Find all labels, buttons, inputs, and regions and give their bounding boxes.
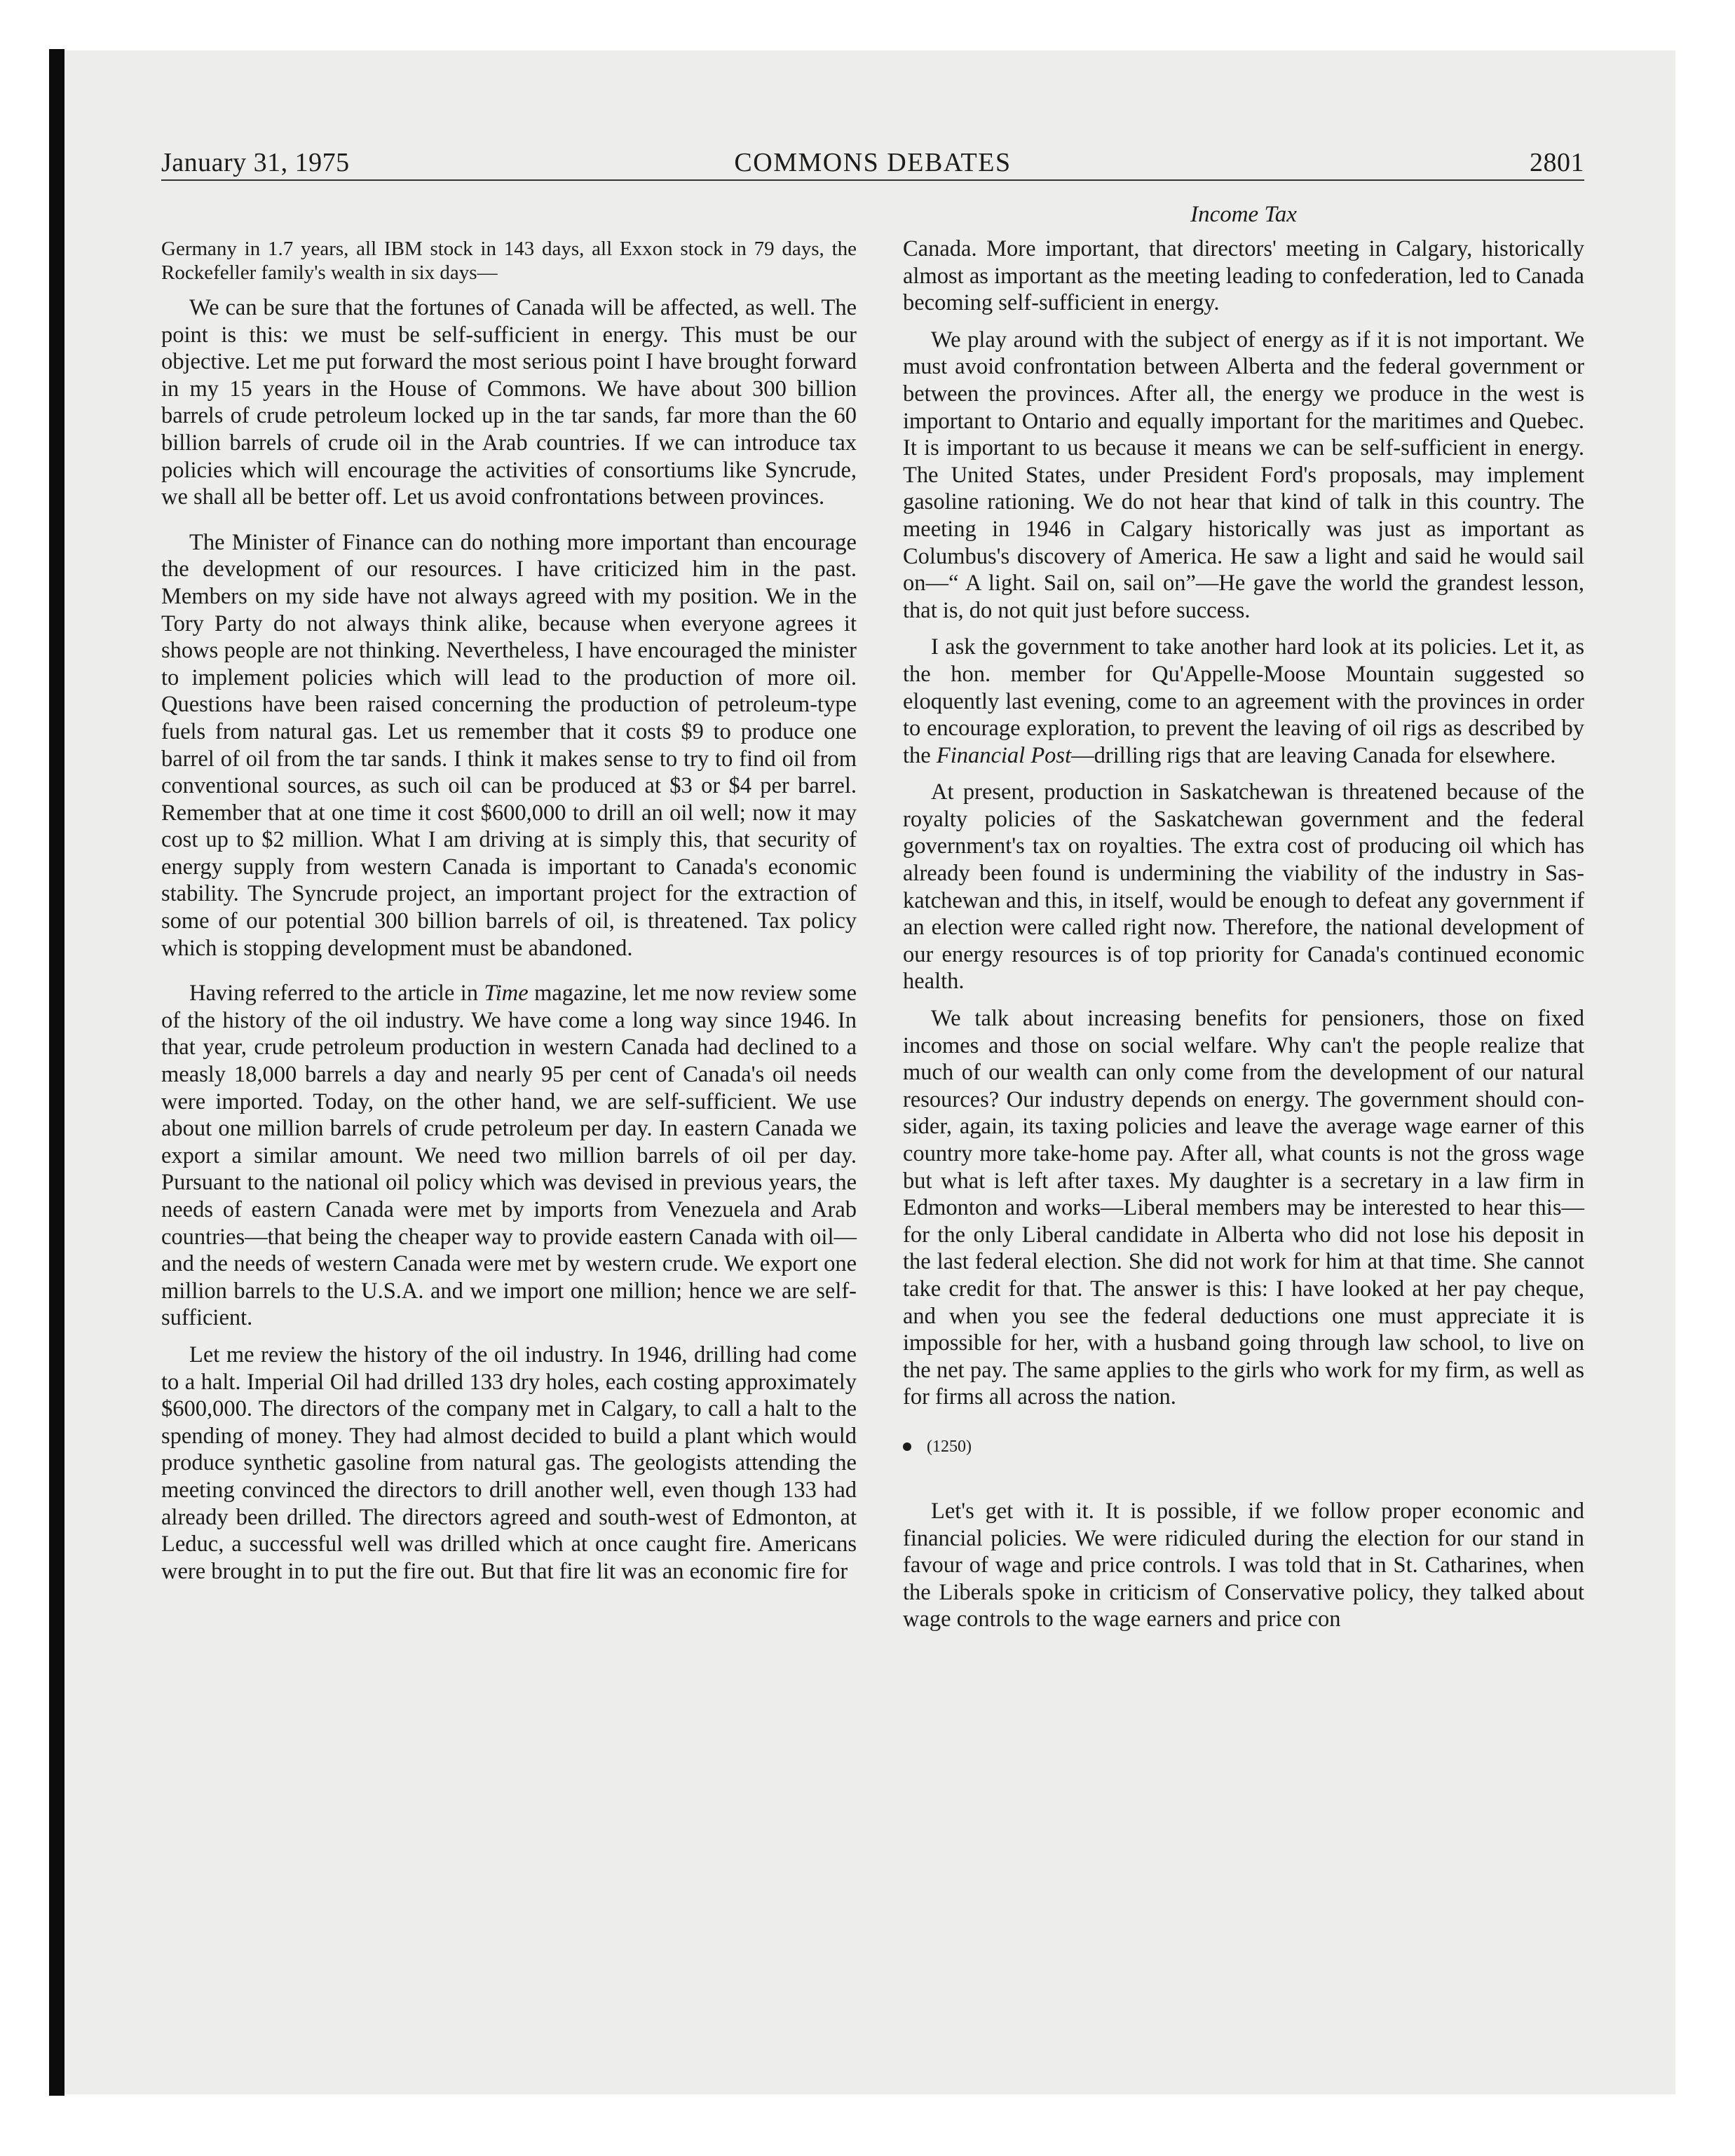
paragraph: Let me review the history of the oil industry. In 1946, drilling had come to a halt. Imperial Oil had drilled 133 dry holes, each costing approximately $600,000. The directors of the company met in Calgary, to call a halt to the spending of money. They had almost decided to build a plant which would produce synthetic gasoline from natural gas. The geologists attending the meeting convinced the directors to drill another well, even though 133 had already been drilled. The directors agreed and south-west of Edmonton, at Leduc, a successful well was drilled which at once caught fire. Americans were brought in to put the fire out. But that fire lit was an economic fire for xyxy=(161,1342,857,1584)
right-column xyxy=(903,236,1584,1633)
time-marker-text: (1250) xyxy=(927,1437,972,1456)
paragraph: Canada. More important, that directors' meeting in Calgary, historically almost as important as the meeting leading to confederation, led to Canada becoming self-sufficient in energy. xyxy=(903,236,1584,316)
header-page-number: 2801 xyxy=(1530,148,1584,177)
paragraph: We can be sure that the fortunes of Canada will be affected, as well. The point is this: we must be self-sufficient in energy. This must be our objective. Let me put forward the most serious point I have brought forward in my 15 years in the House of Commons. We have about 300 billion barrels of crude petroleum locked up in the tar sands, far more than the 60 billion barrels of crude oil in the Arab countries. If we can introduce tax policies which will encourage the activities of consortiums like Syncrude, we shall all be better off. Let us avoid confrontations between provinces. xyxy=(161,295,857,510)
paragraph-text: —drilling rigs that are leaving Canada for elsewhere. xyxy=(1071,742,1556,768)
paragraph xyxy=(161,980,857,1332)
time-marker xyxy=(903,1435,1584,1459)
paragraph: The Minister of Finance can do nothing more important than encourage the development of our resources. I have criticized him in the past. Members on my side have not always agreed with my position. We in the Tory Party do not always think alike, because when everyone agrees it shows people are not thinking. Nevertheless, I have encouraged the minister to implement policies which will lead to the production of more oil. Questions have been raised concerning the production of petroleum-type fuels from natural gas. Let us remember that it costs $9 to produce one barrel of oil from the tar sands. I think it makes sense to try to find oil from conventional sources, as such oil can be produced at $3 or $4 per barrel. Remember that at one time it cost $600,000 to drill an oil well; now it may cost up to $2 million. What I am driving at is simply this, that security of energy supply from western Canada is important to Canada's economic stability. The Syncrude project, an important project for the extraction of some of our potential 300 billion barrels of oil, is threatened. Tax policy which is stopping development must be abandoned. xyxy=(161,529,857,961)
quoted-passage: Germany in 1.7 years, all IBM stock in 143 days, all Exxon stock in 79 days, the Rockefeller family's wealth in six days— xyxy=(161,238,857,284)
bullet-icon xyxy=(903,1442,911,1451)
paragraph: Let's get with it. It is possible, if we follow proper economic and financial policies. We were ridiculed during the election for our stand in favour of wage and price controls. I was told that in St. Catharines, when the Liberals spoke in criticism of Conservative policy, they talked about wage controls to the wage earners and price con xyxy=(903,1498,1584,1632)
right-column-heading: Income Tax xyxy=(1190,202,1297,227)
left-column xyxy=(161,237,857,1585)
publication-title: Financial Post xyxy=(936,742,1072,768)
header-date: January 31, 1975 xyxy=(161,148,350,177)
paragraph: At present, production in Saskatchewan is threatened because of the royalty policies of the Saskatchewan government and the federal government's tax on royalties. The extra cost of producing oil which has already been found is undermining the viability of the industry in Saskatchewan and this, in itself, would be enough to defeat any government if an election were called right now. Therefore, the national development of our energy resources is of top priority for Canada's continued economic health. xyxy=(903,779,1584,995)
paragraph xyxy=(903,634,1584,769)
paragraph: We talk about increasing benefits for pensioners, those on fixed incomes and those on social welfare. Why can't the people realize that much of our wealth can only come from the development of our natural resources? Our industry depends on energy. The government should consider, again, its taxing policies and leave the average wage earner of this country more take-home pay. After all, what counts is not the gross wage but what is left after taxes. My daughter is a secretary in a law firm in Edmonton and works—Liberal members may be interested to hear this—for the only Liberal candidate in Alberta who did not lose his deposit in the last federal election. She did not work for him at that time. She cannot take credit for that. The answer is this: I have looked at her pay cheque, and when you see the federal deductions one must appreciate it is impossible for her, with a husband going through law school, to live on the net pay. The same applies to the girls who work for my firm, as well as for firms all across the nation. xyxy=(903,1006,1584,1410)
header-publication-title: COMMONS DEBATES xyxy=(734,148,1012,177)
paragraph-text: Having referred to the article in xyxy=(189,981,484,1007)
running-head xyxy=(161,146,1584,181)
scan-edge-bar xyxy=(49,49,64,2096)
paragraph-text: I ask the government to take another hard look at its policies. Let it, as the hon. member for Qu'Appelle-Moose Mountain suggested so eloquently last evening, come to an agreement with the provinces in order to encourage exploration, to prevent the leaving of oil rigs as described by the xyxy=(903,634,1584,768)
magazine-title: Time xyxy=(484,981,529,1007)
paragraph-text: magazine, let me now review some of the history of the oil industry. We have come a long way since 1946. In that year, crude petroleum production in western Canada had declined to a measly 18,000 barrels a day and nearly 95 per cent of Canada's oil needs were imported. Today, on the other hand, we are self-sufficient. We use about one million barrels of crude petroleum per day. In eastern Canada we export a similar amount. We need two million barrels of oil per day. Pursuant to the national oil policy which was devised in previous years, the needs of eastern Canada were met by imports from Venezuela and Arab countries—that being the cheaper way to provide eastern Canada with oil—and the needs of western Canada were met by western crude. We export one million barrels to the U.S.A. and we import one million; hence we are self-sufficient. xyxy=(161,981,857,1331)
paragraph: We play around with the subject of energy as if it is not important. We must avoid confrontation between Alberta and the federal government or between the provinces. After all, the energy we produce in the west is important to Ontario and equally important for the maritimes and Quebec. It is important to us because it means we can be self-sufficient in energy. The United States, under President Ford's proposals, may implement gasoline rationing. We do not hear that kind of talk in this country. The meeting in 1946 in Calgary historically was just as important as Columbus's discovery of America. He saw a light and said he would sail on—“ A light. Sail on, sail on”—He gave the world the grandest lesson, that is, do not quit just before success. xyxy=(903,327,1584,623)
